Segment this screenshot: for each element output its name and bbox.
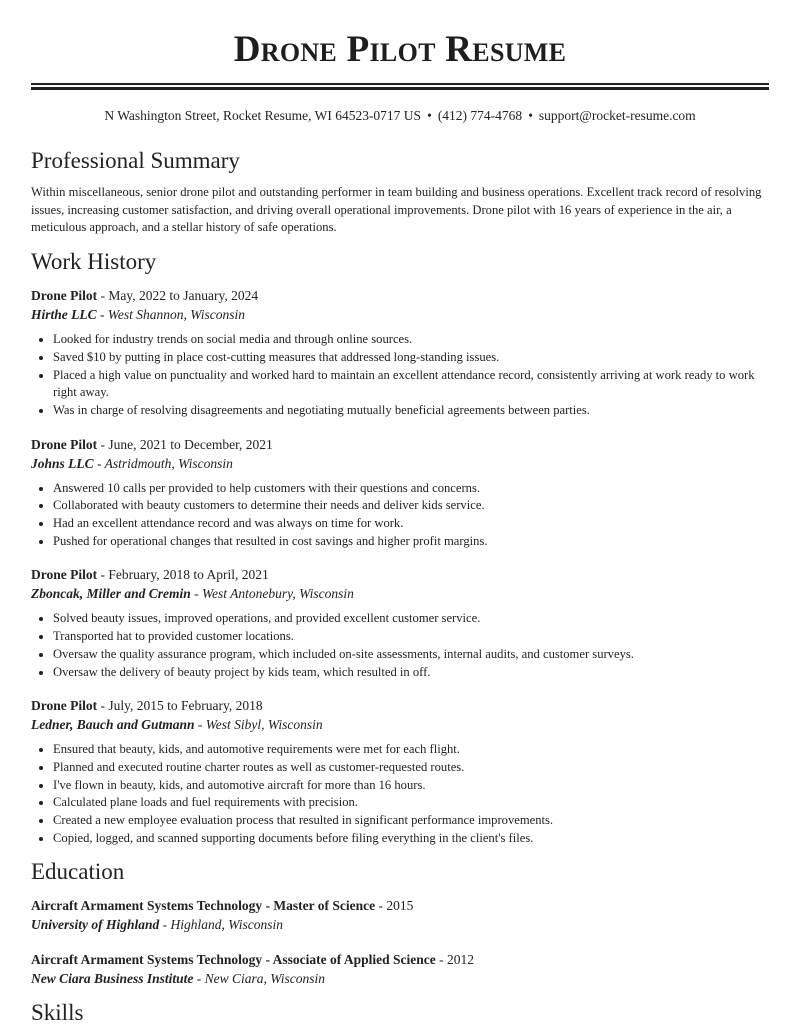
job-bullets: [31, 610, 769, 681]
job-entry: [31, 696, 769, 847]
education-entry: [31, 896, 769, 934]
job-bullet: • Placed a high value on punctuality and worked hard to maintain an excellent attendance record, consistently arriving at work ready to work right away.: [53, 367, 769, 402]
contact-phone: (412) 774-4768: [437, 108, 523, 123]
job-dates: June, 2021 to December, 2021: [108, 436, 273, 452]
section-heading-skills: Skills: [31, 1000, 84, 1026]
education-list: [31, 896, 769, 988]
job-location: West Shannon, Wisconsin: [107, 307, 246, 323]
job-title-line: Drone Pilot - June, 2021 to December, 2021: [31, 436, 273, 452]
education-location: Highland, Wisconsin: [170, 917, 284, 933]
job-entry: [31, 286, 769, 420]
job-location: West Antonebury, Wisconsin: [202, 586, 354, 602]
job-title-line: Drone Pilot - May, 2022 to January, 2024: [31, 288, 259, 304]
contact-email[interactable]: support@rocket-resume.com: [538, 108, 696, 123]
job-bullet: • Looked for industry trends on social media and through online sources.: [53, 331, 769, 349]
job-bullets: [31, 331, 769, 420]
job-location: Astridmouth, Wisconsin: [104, 455, 233, 471]
job-company-line: Johns LLC - Astridmouth, Wisconsin: [31, 455, 233, 471]
job-company: Hirthe LLC: [31, 307, 97, 323]
job-bullet: • I've flown in beauty, kids, and automotive aircraft for more than 16 hours.: [53, 777, 769, 795]
education-location: New Ciara, Wisconsin: [204, 971, 326, 987]
job-title: Drone Pilot: [31, 567, 98, 583]
job-bullet: • Solved beauty issues, improved operations, and provided excellent customer service.: [53, 610, 769, 628]
job-title-line: Drone Pilot - July, 2015 to February, 2018: [31, 698, 263, 714]
job-dates: May, 2022 to January, 2024: [108, 288, 259, 304]
section-heading-summary: Professional Summary: [31, 148, 240, 173]
job-bullet: • Ensured that beauty, kids, and automotive requirements were met for each flight.: [53, 741, 769, 759]
job-bullets: [31, 480, 769, 551]
education-degree-line: Aircraft Armament Systems Technology - Master of Science - 2015: [31, 898, 414, 914]
job-company: Ledner, Bauch and Gutmann: [31, 717, 195, 733]
education-school: New Ciara Business Institute: [31, 971, 194, 987]
job-title: Drone Pilot: [31, 288, 98, 304]
job-title: Drone Pilot: [31, 436, 98, 452]
education-entry: [31, 950, 769, 988]
contact-separator: •: [427, 108, 432, 123]
job-bullet: • Collaborated with beauty customers to determine their needs and deliver kids service.: [53, 497, 769, 515]
job-bullet: • Pushed for operational changes that resulted in cost savings and higher profit margins.: [53, 533, 769, 551]
contact-separator: •: [528, 108, 533, 123]
job-entry: [31, 435, 769, 551]
job-title-line: Drone Pilot - February, 2018 to April, 2021: [31, 567, 269, 583]
job-bullet: • Transported hat to provided customer locations.: [53, 628, 769, 646]
job-company-line: Hirthe LLC - West Shannon, Wisconsin: [31, 307, 246, 323]
title-double-rule: [31, 83, 769, 90]
job-title: Drone Pilot: [31, 698, 98, 714]
job-company: Johns LLC: [31, 455, 94, 471]
education-degree: Aircraft Armament Systems Technology - Master of Science: [31, 898, 376, 914]
job-bullet: • Oversaw the delivery of beauty project by kids team, which resulted in off.: [53, 664, 769, 682]
job-dates: February, 2018 to April, 2021: [108, 567, 269, 583]
job-bullet: • Oversaw the quality assurance program, which included on-site assessments, internal audits, and customer surveys.: [53, 646, 769, 664]
education-year: 2015: [386, 898, 414, 914]
education-school: University of Highland: [31, 917, 160, 933]
job-bullet: • Copied, logged, and scanned supporting documents before filing everything in the client's files.: [53, 830, 769, 848]
resume-title: Drone Pilot Resume: [233, 29, 567, 70]
education-school-line: University of Highland - Highland, Wisconsin: [31, 917, 284, 933]
job-location: West Sibyl, Wisconsin: [205, 717, 323, 733]
job-bullet: • Calculated plane loads and fuel requirements with precision.: [53, 794, 769, 812]
section-heading-work-history: Work History: [31, 249, 157, 275]
contact-address: N Washington Street, Rocket Resume, WI 64523-0717 US: [104, 108, 422, 123]
education-degree: Aircraft Armament Systems Technology - Associate of Applied Science: [31, 952, 436, 968]
job-company-line: Ledner, Bauch and Gutmann - West Sibyl, Wisconsin: [31, 717, 323, 733]
education-degree-line: Aircraft Armament Systems Technology - Associate of Applied Science - 2012: [31, 952, 474, 968]
job-dates: July, 2015 to February, 2018: [108, 698, 263, 714]
summary-text: Within miscellaneous, senior drone pilot and outstanding performer in team building and business operations. Excellent track record of resolving issues, increasing customer satisfaction, and driving overall operational improvements. Drone pilot with 16 years of experience in the air, a meticulous approach, and a stellar history of safe operations.: [31, 185, 762, 235]
job-company-line: Zboncak, Miller and Cremin - West Antonebury, Wisconsin: [31, 586, 354, 602]
job-bullet: • Was in charge of resolving disagreements and negotiating mutually beneficial agreements between parties.: [53, 402, 769, 420]
job-bullet: • Planned and executed routine charter routes as well as customer-requested routes.: [53, 759, 769, 777]
work-history-list: [31, 286, 769, 847]
job-company: Zboncak, Miller and Cremin: [31, 586, 191, 602]
section-heading-education: Education: [31, 859, 125, 885]
job-bullet: • Had an excellent attendance record and was always on time for work.: [53, 515, 769, 533]
contact-line: [31, 107, 769, 125]
job-bullet: • Saved $10 by putting in place cost-cutting measures that addressed long-standing issues.: [53, 349, 769, 367]
job-bullet: • Answered 10 calls per provided to help customers with their questions and concerns.: [53, 480, 769, 498]
education-year: 2012: [446, 952, 474, 968]
education-school-line: New Ciara Business Institute - New Ciara, Wisconsin: [31, 971, 326, 987]
job-entry: [31, 565, 769, 681]
job-bullet: • Created a new employee evaluation process that resulted in significant performance improvements.: [53, 812, 769, 830]
job-bullets: [31, 741, 769, 847]
